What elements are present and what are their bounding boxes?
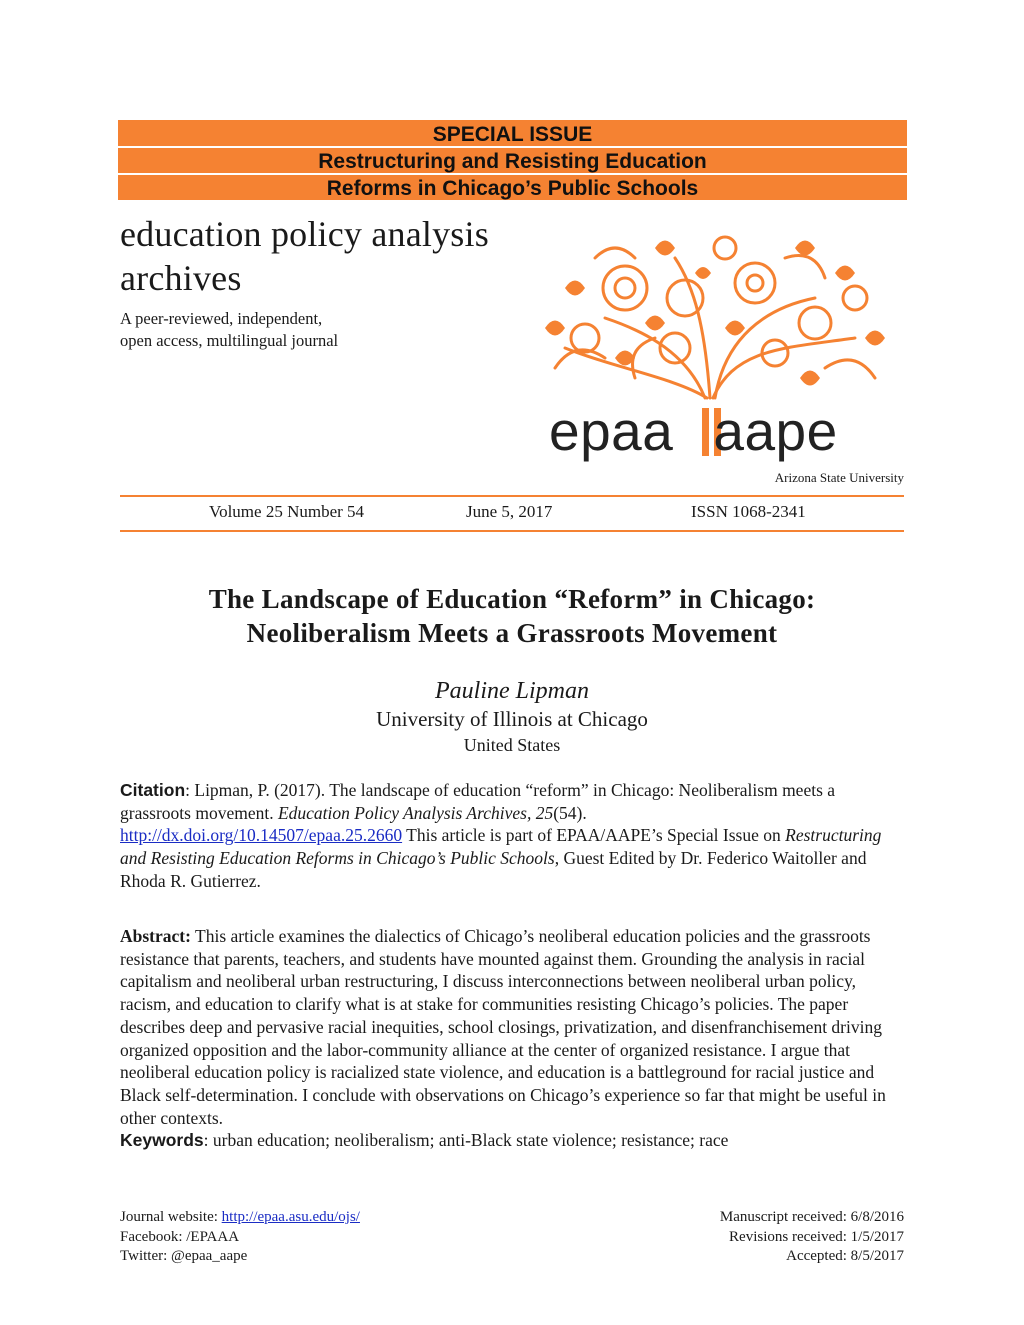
facebook-handle: Facebook: /EPAAA [120, 1228, 240, 1245]
keywords-text: : urban education; neoliberalism; anti-Black state violence; resistance; race [203, 1130, 729, 1151]
tagline-line-2: open access, multilingual journal [120, 331, 339, 350]
abstract-block [120, 925, 906, 1152]
special-issue-banner [118, 120, 907, 200]
issue-date: June 5, 2017 [466, 502, 553, 521]
footer-contact [120, 1208, 360, 1267]
revisions-received: Revisions received: 1/5/2017 [729, 1228, 904, 1245]
tagline-line-1: A peer-reviewed, independent, [120, 309, 323, 328]
citation-special-title: Restructuring and Resisting Education Reforms in Chicago’s Public Schools [120, 825, 882, 869]
issn: ISSN 1068-2341 [691, 502, 806, 521]
doi-link[interactable]: http://dx.doi.org/10.14507/epaa.25.2660 [120, 825, 403, 846]
abstract-label: Abstract: [120, 926, 191, 946]
keywords-label: Keywords [120, 1130, 204, 1151]
citation-text: : Lipman, P. (2017). The landscape of education “reform” in Chicago: Neoliberalism meets a grassroots movement. [120, 780, 836, 823]
top-rule [120, 495, 904, 497]
journal-title-line-2: archives [120, 258, 242, 298]
citation-special-note: This article is part of EPAA/AAPE’s Special Issue on [402, 825, 786, 846]
journal-title [120, 212, 489, 300]
banner-line-2: Restructuring and Resisting Education [318, 150, 707, 173]
author-country: United States [463, 735, 561, 755]
citation-editors: , Guest Edited by Dr. Federico Waitoller and Rhoda R. Gutierrez. [120, 848, 867, 891]
manuscript-received: Manuscript received: 6/8/2016 [719, 1209, 904, 1225]
banner-line-3: Reforms in Chicago’s Public Schools [326, 177, 699, 200]
journal-website-link[interactable]: http://epaa.asu.edu/ojs/ [221, 1209, 360, 1225]
citation-journal: Education Policy Analysis Archives, 25 [277, 802, 554, 823]
author-affiliation: University of Illinois at Chicago [376, 707, 648, 731]
citation-label: Citation [120, 780, 186, 800]
author-name: Pauline Lipman [435, 678, 589, 704]
journal-tagline [120, 308, 338, 352]
article-title [0, 582, 1024, 650]
citation-issue: (54). [553, 802, 587, 823]
accepted-date: Accepted: 8/5/2017 [786, 1248, 904, 1264]
logo-wordmark [549, 398, 838, 464]
citation-block [120, 779, 906, 893]
article-title-line-2: Neoliberalism Meets a Grassroots Movement [246, 618, 778, 648]
logo-word-epaa: epaa [549, 400, 674, 462]
banner-divider [118, 146, 907, 148]
abstract-text: This article examines the dialectics of Chicago’s neoliberal education policies and the grassroots resistance that parents, teachers, and students have mounted against them. Grounding the analysis in racial capitalism and neoliberal urban restructuring, I discuss interconnections between neoliberal urban policy, racism, and education to clarify what is at stake for communities resisting Chicago’s policies. The paper describes deep and pervasive racial inequities, school closings, privatization, and disenfranchisement driving organized opposition and the labor-community alliance at the center of organized resistance. I argue that neoliberal education policy is racialized state violence, and education is a battleground for racial justice and Black self-determination. I conclude with observations on Chicago’s experience so far that might be useful in other contexts. [120, 926, 886, 1128]
journal-title-line-1: education policy analysis [120, 214, 489, 254]
banner-divider [118, 173, 907, 175]
website-label: Journal website: [120, 1209, 222, 1225]
twitter-handle: Twitter: @epaa_aape [120, 1248, 248, 1264]
institution-label: Arizona State University [774, 470, 904, 485]
logo-word-aape: aape [713, 400, 838, 462]
article-title-line-1: The Landscape of Education “Reform” in Chicago: [208, 584, 816, 614]
volume-number: Volume 25 Number 54 [209, 502, 365, 521]
footer-dates [720, 1208, 904, 1267]
banner-line-1: SPECIAL ISSUE [432, 123, 593, 146]
bottom-rule [120, 530, 904, 532]
